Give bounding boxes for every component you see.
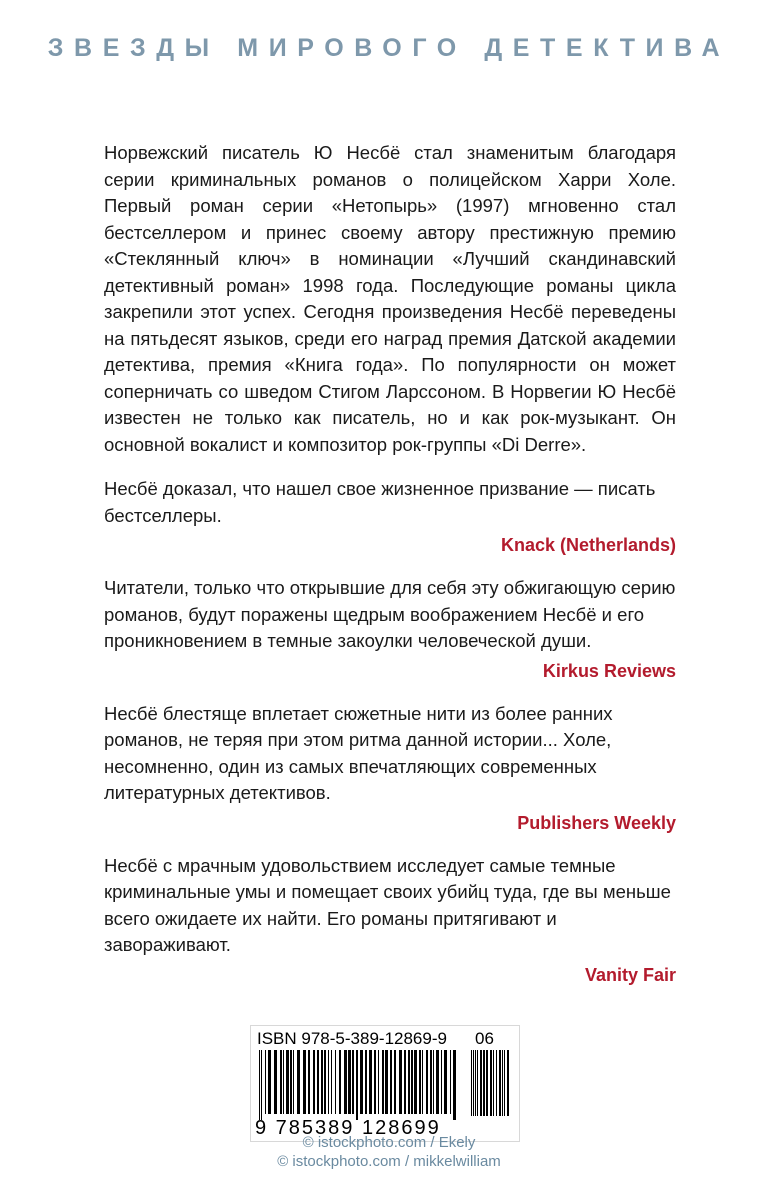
barcode-bar (444, 1050, 447, 1114)
barcode-bar (378, 1050, 379, 1114)
barcode-digits: 9 785389 128699 (255, 1117, 441, 1139)
barcode-bar (265, 1050, 266, 1114)
barcode-addon-bar (496, 1050, 497, 1116)
isbn-label: ISBN 978-5-389-12869-9 (257, 1029, 447, 1048)
photo-credit: © istockphoto.com / mikkelwilliam (277, 1153, 501, 1170)
barcode-bar (369, 1050, 372, 1114)
barcode-bar (426, 1050, 428, 1114)
barcode-bar (274, 1050, 277, 1114)
barcode-addon-bar (502, 1050, 503, 1116)
barcode-bar (360, 1050, 363, 1114)
barcode-bar (430, 1050, 432, 1114)
isbn-barcode (250, 1025, 520, 1142)
barcode-bar (411, 1050, 413, 1114)
barcode-bar (261, 1050, 262, 1120)
barcode-bar (453, 1050, 456, 1120)
barcode-bar (390, 1050, 392, 1114)
barcode-bar (286, 1050, 289, 1114)
barcode-addon-bar (486, 1050, 488, 1116)
barcode-bar (313, 1050, 315, 1114)
barcode-bar (293, 1050, 294, 1114)
barcode-bar (422, 1050, 423, 1114)
barcode-bar (408, 1050, 410, 1114)
isbn-addon: 06 (475, 1029, 494, 1048)
barcode-bar (283, 1050, 284, 1114)
barcode-bar (450, 1050, 451, 1114)
review-source: Kirkus Reviews (542, 660, 676, 681)
barcode-bar (394, 1050, 396, 1114)
barcode-addon-bar (471, 1050, 472, 1116)
barcode-bar (331, 1050, 332, 1114)
review-source: Publishers Weekly (517, 812, 676, 833)
barcode-bar (404, 1050, 406, 1114)
review-quote: Несбё блестяще вплетает сюжетные нити из более ранних романов, не теряя при этом ритма данной истории... Холе, несомненно, один из самых впечатляющих современных литературных детективов. (104, 702, 613, 803)
barcode-bar (324, 1050, 326, 1114)
barcode-bar (348, 1050, 351, 1114)
review-source: Vanity Fair (584, 964, 676, 985)
author-bio: Норвежский писатель Ю Несбё стал знаменитым благодаря серии криминальных романов о полицейском Харри Холе. Первый роман серии «Нетопырь» (1997) мгновенно стал бестселлером и принес своему автору престижную премию «Стеклянный ключ» в номинации «Лучший скандинавский детективный роман» 1998 года. Последующие романы цикла закрепили этот успех. Сегодня произведения Несбё переведены на пятьдесят языков, среди его наград премия Датской академии детектива, премия «Книга года». По популярности он может соперничать со шведом Стигом Ларссоном. В Норвегии Ю Несбё известен не только как писатель, но и как рок-музыкант. Он основной вокалист и композитор рок-группы «Di Derre». (104, 142, 676, 455)
barcode-bar (297, 1050, 300, 1114)
barcode-addon-bar (477, 1050, 478, 1116)
barcode-addon-bar (504, 1050, 505, 1116)
review-publishers-weekly (104, 701, 676, 835)
barcode-bar (441, 1050, 442, 1114)
barcode-bar (399, 1050, 402, 1114)
barcode-bar (259, 1050, 260, 1120)
barcode-bar (419, 1050, 421, 1114)
barcode-addon-bar (480, 1050, 482, 1116)
review-knack (104, 476, 676, 557)
barcode-bar (414, 1050, 417, 1114)
barcode-bar (308, 1050, 310, 1114)
barcode-bar (344, 1050, 347, 1114)
barcode-bar (356, 1050, 358, 1120)
barcode-addon-bar (483, 1050, 485, 1116)
back-cover-text (104, 140, 676, 987)
barcode-bar (268, 1050, 271, 1114)
barcode-addon-bar (473, 1050, 474, 1116)
review-quote: Несбё с мрачным удовольствием исследует самые темные криминальные умы и помещает своих убийц туда, где вы меньше всего ожидаете их найти. Его романы притягивают и завораживают. (104, 854, 671, 955)
barcode-bars (257, 1050, 513, 1120)
barcode-addon-bar (493, 1050, 494, 1116)
barcode-bar (321, 1050, 323, 1114)
photo-credit: © istockphoto.com / Ekely (302, 1134, 476, 1151)
barcode-addon-bar (490, 1050, 492, 1116)
barcode-addon-bar (475, 1050, 476, 1116)
review-vanity-fair (104, 853, 676, 987)
barcode-bar (317, 1050, 319, 1114)
barcode-bar (374, 1050, 376, 1114)
barcode-bar (352, 1050, 354, 1114)
barcode-addon-bar (507, 1050, 509, 1116)
barcode-bar (303, 1050, 306, 1114)
review-quote: Читатели, только что открывшие для себя эту обжигающую серию романов, будут поражены щедрым воображением Несбё и его проникновением в темные закоулки человеческой души. (104, 577, 676, 651)
review-kirkus (104, 575, 676, 683)
barcode-bar (328, 1050, 329, 1114)
review-source: Knack (Netherlands) (500, 535, 676, 555)
barcode-bar (433, 1050, 434, 1114)
barcode-bar (382, 1050, 384, 1114)
review-quote: Несбё доказал, что нашел свое жизненное призвание — писать бестселлеры. (104, 478, 656, 526)
barcode-bar (365, 1050, 367, 1114)
barcode-addon-bar (499, 1050, 501, 1116)
series-title: ЗВЕЗДЫ МИРОВОГО ДЕТЕКТИВА (47, 34, 731, 62)
barcode-bar (280, 1050, 282, 1114)
barcode-bar (385, 1050, 388, 1114)
barcode-bar (335, 1050, 336, 1114)
barcode-bar (339, 1050, 341, 1114)
barcode-bar (290, 1050, 292, 1114)
barcode-bar (436, 1050, 439, 1114)
